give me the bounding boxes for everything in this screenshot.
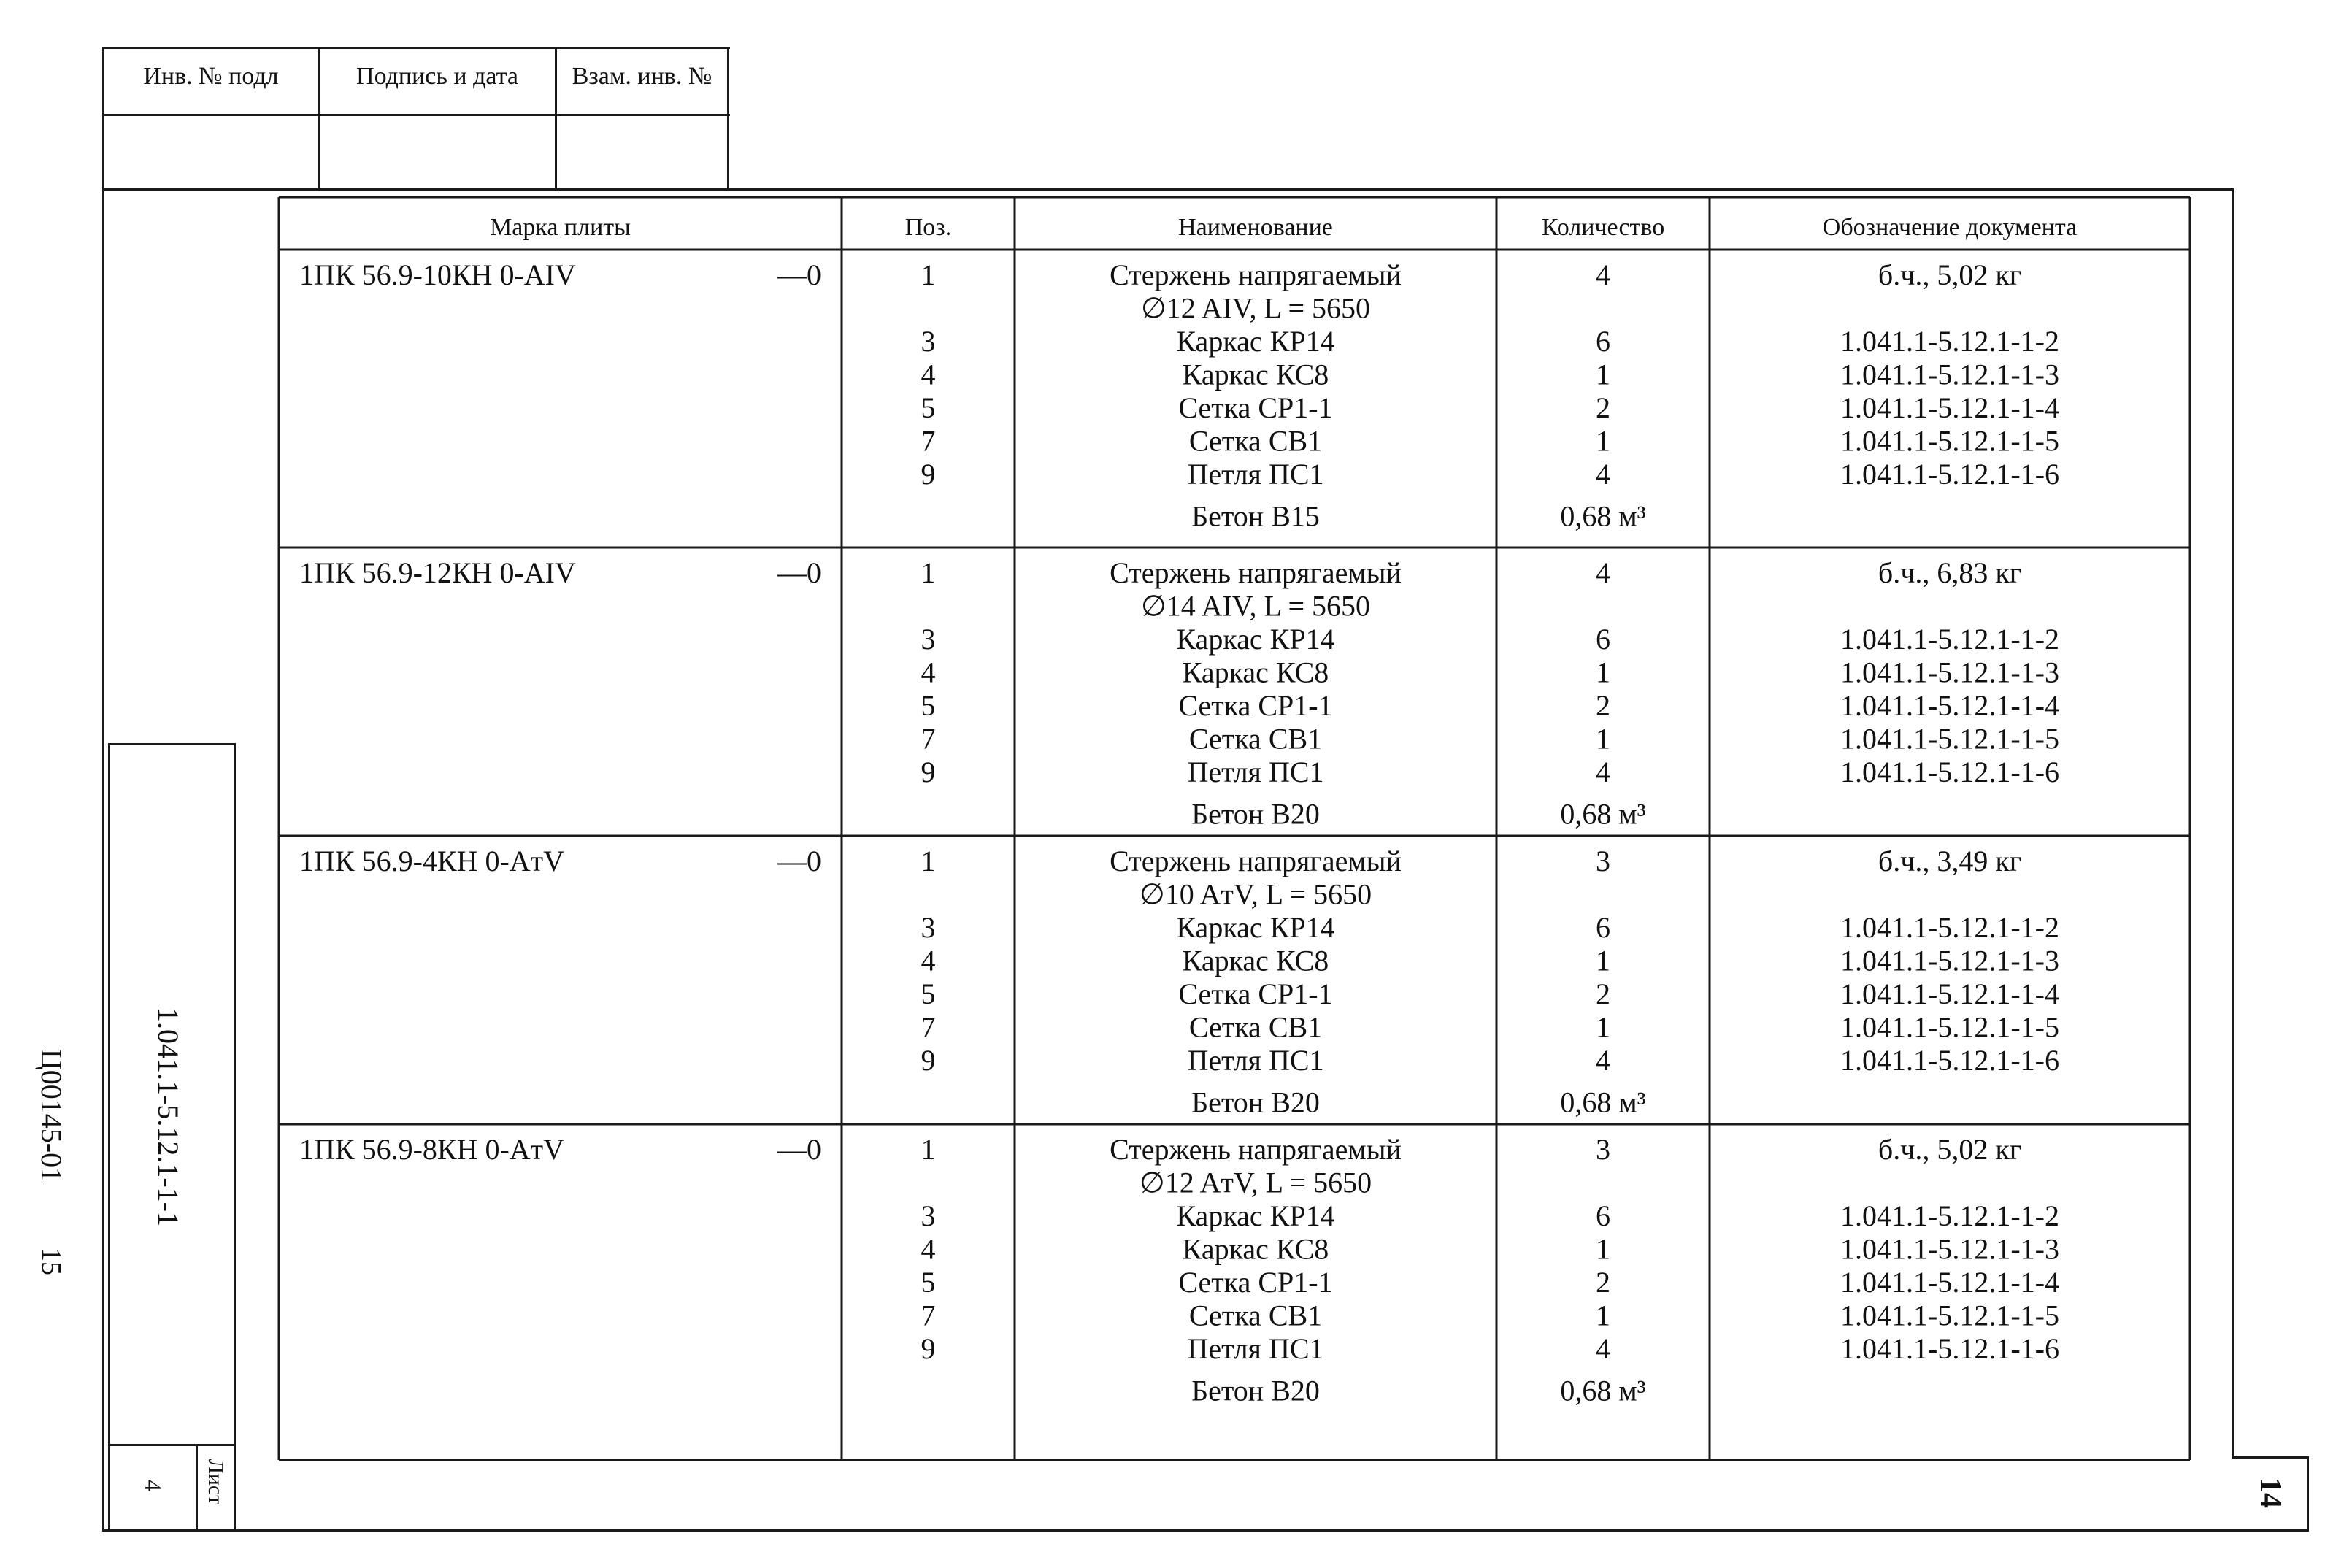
row-position: 4: [921, 944, 936, 977]
row-document: 1.041.1-5.12.1-1-4: [1840, 1266, 2059, 1299]
plate-mark-suffix: —0: [777, 258, 821, 291]
row-name: Каркас КС8: [1182, 656, 1329, 689]
row-quantity: 1: [1596, 1232, 1610, 1266]
row-quantity: 4: [1596, 458, 1610, 491]
row-name: Сетка СР1-1: [1178, 391, 1333, 424]
row-quantity: 1: [1596, 358, 1610, 391]
stamp-inv-label: Инв. № подл: [143, 63, 279, 90]
row-position: 5: [921, 689, 936, 722]
row-quantity: 1: [1596, 1010, 1610, 1044]
row-position: 4: [921, 656, 936, 689]
sheet-number: 4: [140, 1480, 166, 1491]
row-position: 7: [921, 722, 936, 756]
row-quantity: 4: [1596, 1332, 1610, 1365]
row-document: б.ч., 5,02 кг: [1878, 1133, 2022, 1166]
row-position: 3: [921, 623, 936, 656]
row-quantity: 0,68 м³: [1560, 499, 1646, 533]
row-document: 1.041.1-5.12.1-1-5: [1840, 424, 2059, 458]
row-quantity: 1: [1596, 722, 1610, 756]
header-mark: Марка плиты: [490, 214, 631, 241]
row-name: Петля ПС1: [1187, 756, 1324, 788]
row-document: 1.041.1-5.12.1-1-4: [1840, 689, 2059, 722]
row-name: Каркас КР14: [1176, 911, 1335, 944]
row-name: Сетка СВ1: [1188, 722, 1323, 756]
sheet-label: Лист: [204, 1459, 228, 1505]
row-position: 1: [921, 258, 936, 291]
stamp-signature-label: Подпись и дата: [356, 63, 518, 90]
row-name: Каркас КС8: [1182, 358, 1329, 391]
row-name: Стержень напрягаемый: [1110, 258, 1402, 291]
row-name: Бетон В20: [1191, 1085, 1320, 1119]
row-document: 1.041.1-5.12.1-1-2: [1840, 1199, 2059, 1232]
row-name: Сетка СР1-1: [1178, 1266, 1333, 1299]
row-position: 5: [921, 391, 936, 424]
row-position: 4: [921, 358, 936, 391]
row-document: 1.041.1-5.12.1-1-4: [1840, 391, 2059, 424]
row-position: 9: [921, 756, 936, 788]
row-position: 9: [921, 1332, 936, 1365]
archive-page: 15: [36, 1248, 66, 1275]
row-quantity: 2: [1596, 1266, 1610, 1299]
row-name: Бетон В15: [1191, 499, 1320, 533]
row-quantity: 1: [1596, 1299, 1610, 1332]
row-document: 1.041.1-5.12.1-1-5: [1840, 722, 2059, 756]
row-name: Каркас КС8: [1182, 944, 1329, 977]
row-name: Петля ПС1: [1187, 458, 1324, 491]
header-document: Обозначение документа: [1822, 214, 2078, 241]
plate-mark: 1ПК 56.9-10КН 0-AIV: [299, 258, 576, 291]
row-quantity: 1: [1596, 944, 1610, 977]
row-name: ∅12 AIV, L = 5650: [1140, 291, 1371, 325]
row-name: Сетка СР1-1: [1178, 977, 1333, 1010]
row-name: Каркас КР14: [1176, 623, 1335, 656]
row-document: 1.041.1-5.12.1-1-3: [1840, 1232, 2059, 1266]
row-quantity: 2: [1596, 391, 1610, 424]
row-name: Сетка СВ1: [1188, 1299, 1323, 1332]
row-name: Стержень напрягаемый: [1110, 556, 1402, 589]
plate-mark: 1ПК 56.9-4КН 0-AтV: [299, 845, 565, 877]
row-quantity: 4: [1596, 556, 1610, 589]
row-name: Стержень напрягаемый: [1110, 1133, 1402, 1166]
row-name: Стержень напрягаемый: [1110, 845, 1402, 877]
row-name: Бетон В20: [1191, 1374, 1320, 1407]
row-position: 3: [921, 1199, 936, 1232]
row-position: 7: [921, 1010, 936, 1044]
row-quantity: 0,68 м³: [1560, 1085, 1646, 1119]
row-position: 4: [921, 1232, 936, 1266]
plate-mark-suffix: —0: [777, 1133, 821, 1166]
row-name: Сетка СВ1: [1188, 1010, 1323, 1044]
header-quantity: Количество: [1541, 214, 1665, 241]
row-document: 1.041.1-5.12.1-1-2: [1840, 911, 2059, 944]
row-position: 5: [921, 977, 936, 1010]
side-document-code: 1.041.1-5.12.1-1-1: [152, 1007, 185, 1226]
row-position: 7: [921, 424, 936, 458]
row-position: 1: [921, 845, 936, 877]
row-name: Петля ПС1: [1187, 1044, 1324, 1077]
row-document: 1.041.1-5.12.1-1-5: [1840, 1299, 2059, 1332]
row-quantity: 4: [1596, 756, 1610, 788]
plate-mark-suffix: —0: [777, 556, 821, 589]
row-quantity: 1: [1596, 424, 1610, 458]
row-quantity: 0,68 м³: [1560, 797, 1646, 831]
header-name: Наименование: [1178, 214, 1333, 241]
row-document: б.ч., 3,49 кг: [1878, 845, 2022, 877]
archive-code: Ц00145-01: [35, 1048, 68, 1183]
row-document: 1.041.1-5.12.1-1-3: [1840, 358, 2059, 391]
row-name: Сетка СР1-1: [1178, 689, 1333, 722]
row-position: 1: [921, 1133, 936, 1166]
row-name: ∅10 AтV, L = 5650: [1139, 877, 1372, 911]
row-name: Каркас КР14: [1176, 1199, 1335, 1232]
row-position: 9: [921, 458, 936, 491]
row-quantity: 6: [1596, 1199, 1610, 1232]
row-name: Бетон В20: [1191, 797, 1320, 831]
row-document: 1.041.1-5.12.1-1-6: [1840, 1044, 2059, 1077]
row-name: ∅12 AтV, L = 5650: [1139, 1166, 1372, 1199]
row-quantity: 0,68 м³: [1560, 1374, 1646, 1407]
row-position: 3: [921, 325, 936, 358]
row-position: 1: [921, 556, 936, 589]
row-name: ∅14 AIV, L = 5650: [1140, 589, 1371, 623]
row-name: Каркас КР14: [1176, 325, 1335, 358]
row-position: 7: [921, 1299, 936, 1332]
row-document: 1.041.1-5.12.1-1-3: [1840, 656, 2059, 689]
row-quantity: 6: [1596, 325, 1610, 358]
row-document: 1.041.1-5.12.1-1-5: [1840, 1010, 2059, 1044]
row-quantity: 4: [1596, 258, 1610, 291]
plate-mark-suffix: —0: [777, 845, 821, 877]
row-position: 9: [921, 1044, 936, 1077]
row-document: 1.041.1-5.12.1-1-6: [1840, 1332, 2059, 1365]
row-quantity: 6: [1596, 911, 1610, 944]
row-document: 1.041.1-5.12.1-1-6: [1840, 756, 2059, 788]
header-position: Поз.: [904, 214, 952, 241]
row-quantity: 3: [1596, 1133, 1610, 1166]
row-position: 5: [921, 1266, 936, 1299]
row-quantity: 4: [1596, 1044, 1610, 1077]
row-name: Каркас КС8: [1182, 1232, 1329, 1266]
row-document: 1.041.1-5.12.1-1-4: [1840, 977, 2059, 1010]
row-quantity: 3: [1596, 845, 1610, 877]
row-position: 3: [921, 911, 936, 944]
stamp-replacement-label: Взам. инв. №: [572, 63, 712, 90]
row-name: Сетка СВ1: [1188, 424, 1323, 458]
plate-mark: 1ПК 56.9-12КН 0-AIV: [299, 556, 576, 589]
row-document: 1.041.1-5.12.1-1-6: [1840, 458, 2059, 491]
row-quantity: 2: [1596, 977, 1610, 1010]
row-document: 1.041.1-5.12.1-1-3: [1840, 944, 2059, 977]
row-quantity: 1: [1596, 656, 1610, 689]
row-document: 1.041.1-5.12.1-1-2: [1840, 623, 2059, 656]
row-document: б.ч., 6,83 кг: [1878, 556, 2022, 589]
page-number: 14: [2253, 1477, 2287, 1508]
row-document: б.ч., 5,02 кг: [1878, 258, 2022, 291]
plate-mark: 1ПК 56.9-8КН 0-AтV: [299, 1133, 565, 1166]
row-quantity: 6: [1596, 623, 1610, 656]
row-name: Петля ПС1: [1187, 1332, 1324, 1365]
row-document: 1.041.1-5.12.1-1-2: [1840, 325, 2059, 358]
row-quantity: 2: [1596, 689, 1610, 722]
